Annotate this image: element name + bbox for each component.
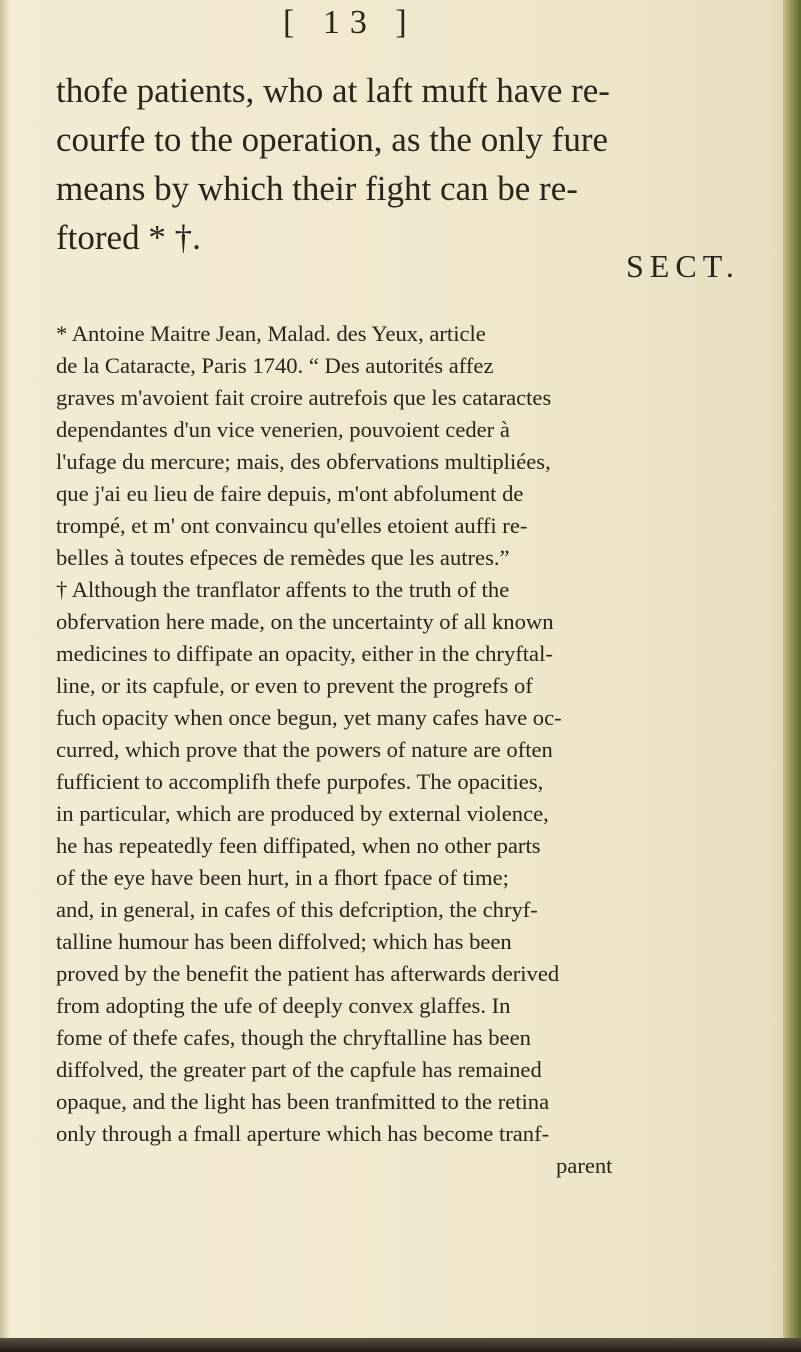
catchword: SECT. [626, 248, 740, 284]
main-text-line: ftored * †. [56, 218, 201, 257]
footnote-line: of the eye have been hurt, in a fhort fpace of time; [56, 865, 509, 890]
page-edge-right [783, 0, 801, 1352]
footnote-line: and, in general, in cafes of this defcription, the chryf- [56, 897, 538, 922]
footnote-line: only through a fmall aperture which has become tranf- [56, 1121, 550, 1146]
main-text [56, 66, 756, 262]
footnote-line: obfervation here made, on the uncertainty of all known [56, 609, 554, 634]
main-text-line: courfe to the operation, as the only fure [56, 120, 609, 159]
footnote-line: opaque, and the light has been tranfmitted to the retina [56, 1089, 550, 1114]
footnote-line: fuch opacity when once begun, yet many cafes have oc- [56, 705, 562, 730]
footnote-line: medicines to diffipate an opacity, either in the chryftal- [56, 641, 553, 666]
footnote-line: trompé, et m' ont convaincu qu'elles etoient auffi re- [56, 513, 528, 538]
footnote-line: talline humour has been diffolved; which has been [56, 929, 512, 954]
footnote-line: que j'ai eu lieu de faire depuis, m'ont abfolument de [56, 481, 524, 506]
footnote-line: proved by the benefit the patient has afterwards derived [56, 961, 560, 986]
footnote-line: he has repeatedly feen diffipated, when no other parts [56, 833, 541, 858]
footnote-line: l'ufage du mercure; mais, des obfervations multipliées, [56, 449, 551, 474]
footnote-line: de la Cataracte, Paris 1740. “ Des autorités affez [56, 353, 494, 378]
main-text-line: thofe patients, who at laft muft have re- [56, 71, 610, 110]
footnote-line: diffolved, the greater part of the capfule has remained [56, 1057, 542, 1082]
footnote-line: fufficient to accomplifh thefe purpofes. The opacities, [56, 769, 544, 794]
page-number: [ 13 ] [283, 4, 417, 41]
gutter-shadow [0, 0, 10, 1352]
main-text-line: means by which their fight can be re- [56, 169, 578, 208]
footnote-line: parent [556, 1153, 613, 1178]
footnote-line: * Antoine Maitre Jean, Malad. des Yeux, article [56, 321, 486, 346]
footnote-line: belles à toutes efpeces de remèdes que les autres.” [56, 545, 510, 570]
footnote-line: graves m'avoient fait croire autrefois que les cataractes [56, 385, 552, 410]
footnote-line: curred, which prove that the powers of nature are often [56, 737, 553, 762]
footnote-line: in particular, which are produced by external violence, [56, 801, 549, 826]
footnote-line: fome of thefe cafes, though the chryftalline has been [56, 1025, 531, 1050]
footnote-line: † Although the tranflator affents to the truth of the [56, 577, 510, 602]
footnote-line: line, or its capfule, or even to prevent the progrefs of [56, 673, 533, 698]
footnotes [56, 318, 768, 1182]
footnote-line: from adopting the ufe of deeply convex glaffes. In [56, 993, 511, 1018]
page-edge-bottom [0, 1338, 801, 1352]
footnote-line: dependantes d'un vice venerien, pouvoient ceder à [56, 417, 510, 442]
